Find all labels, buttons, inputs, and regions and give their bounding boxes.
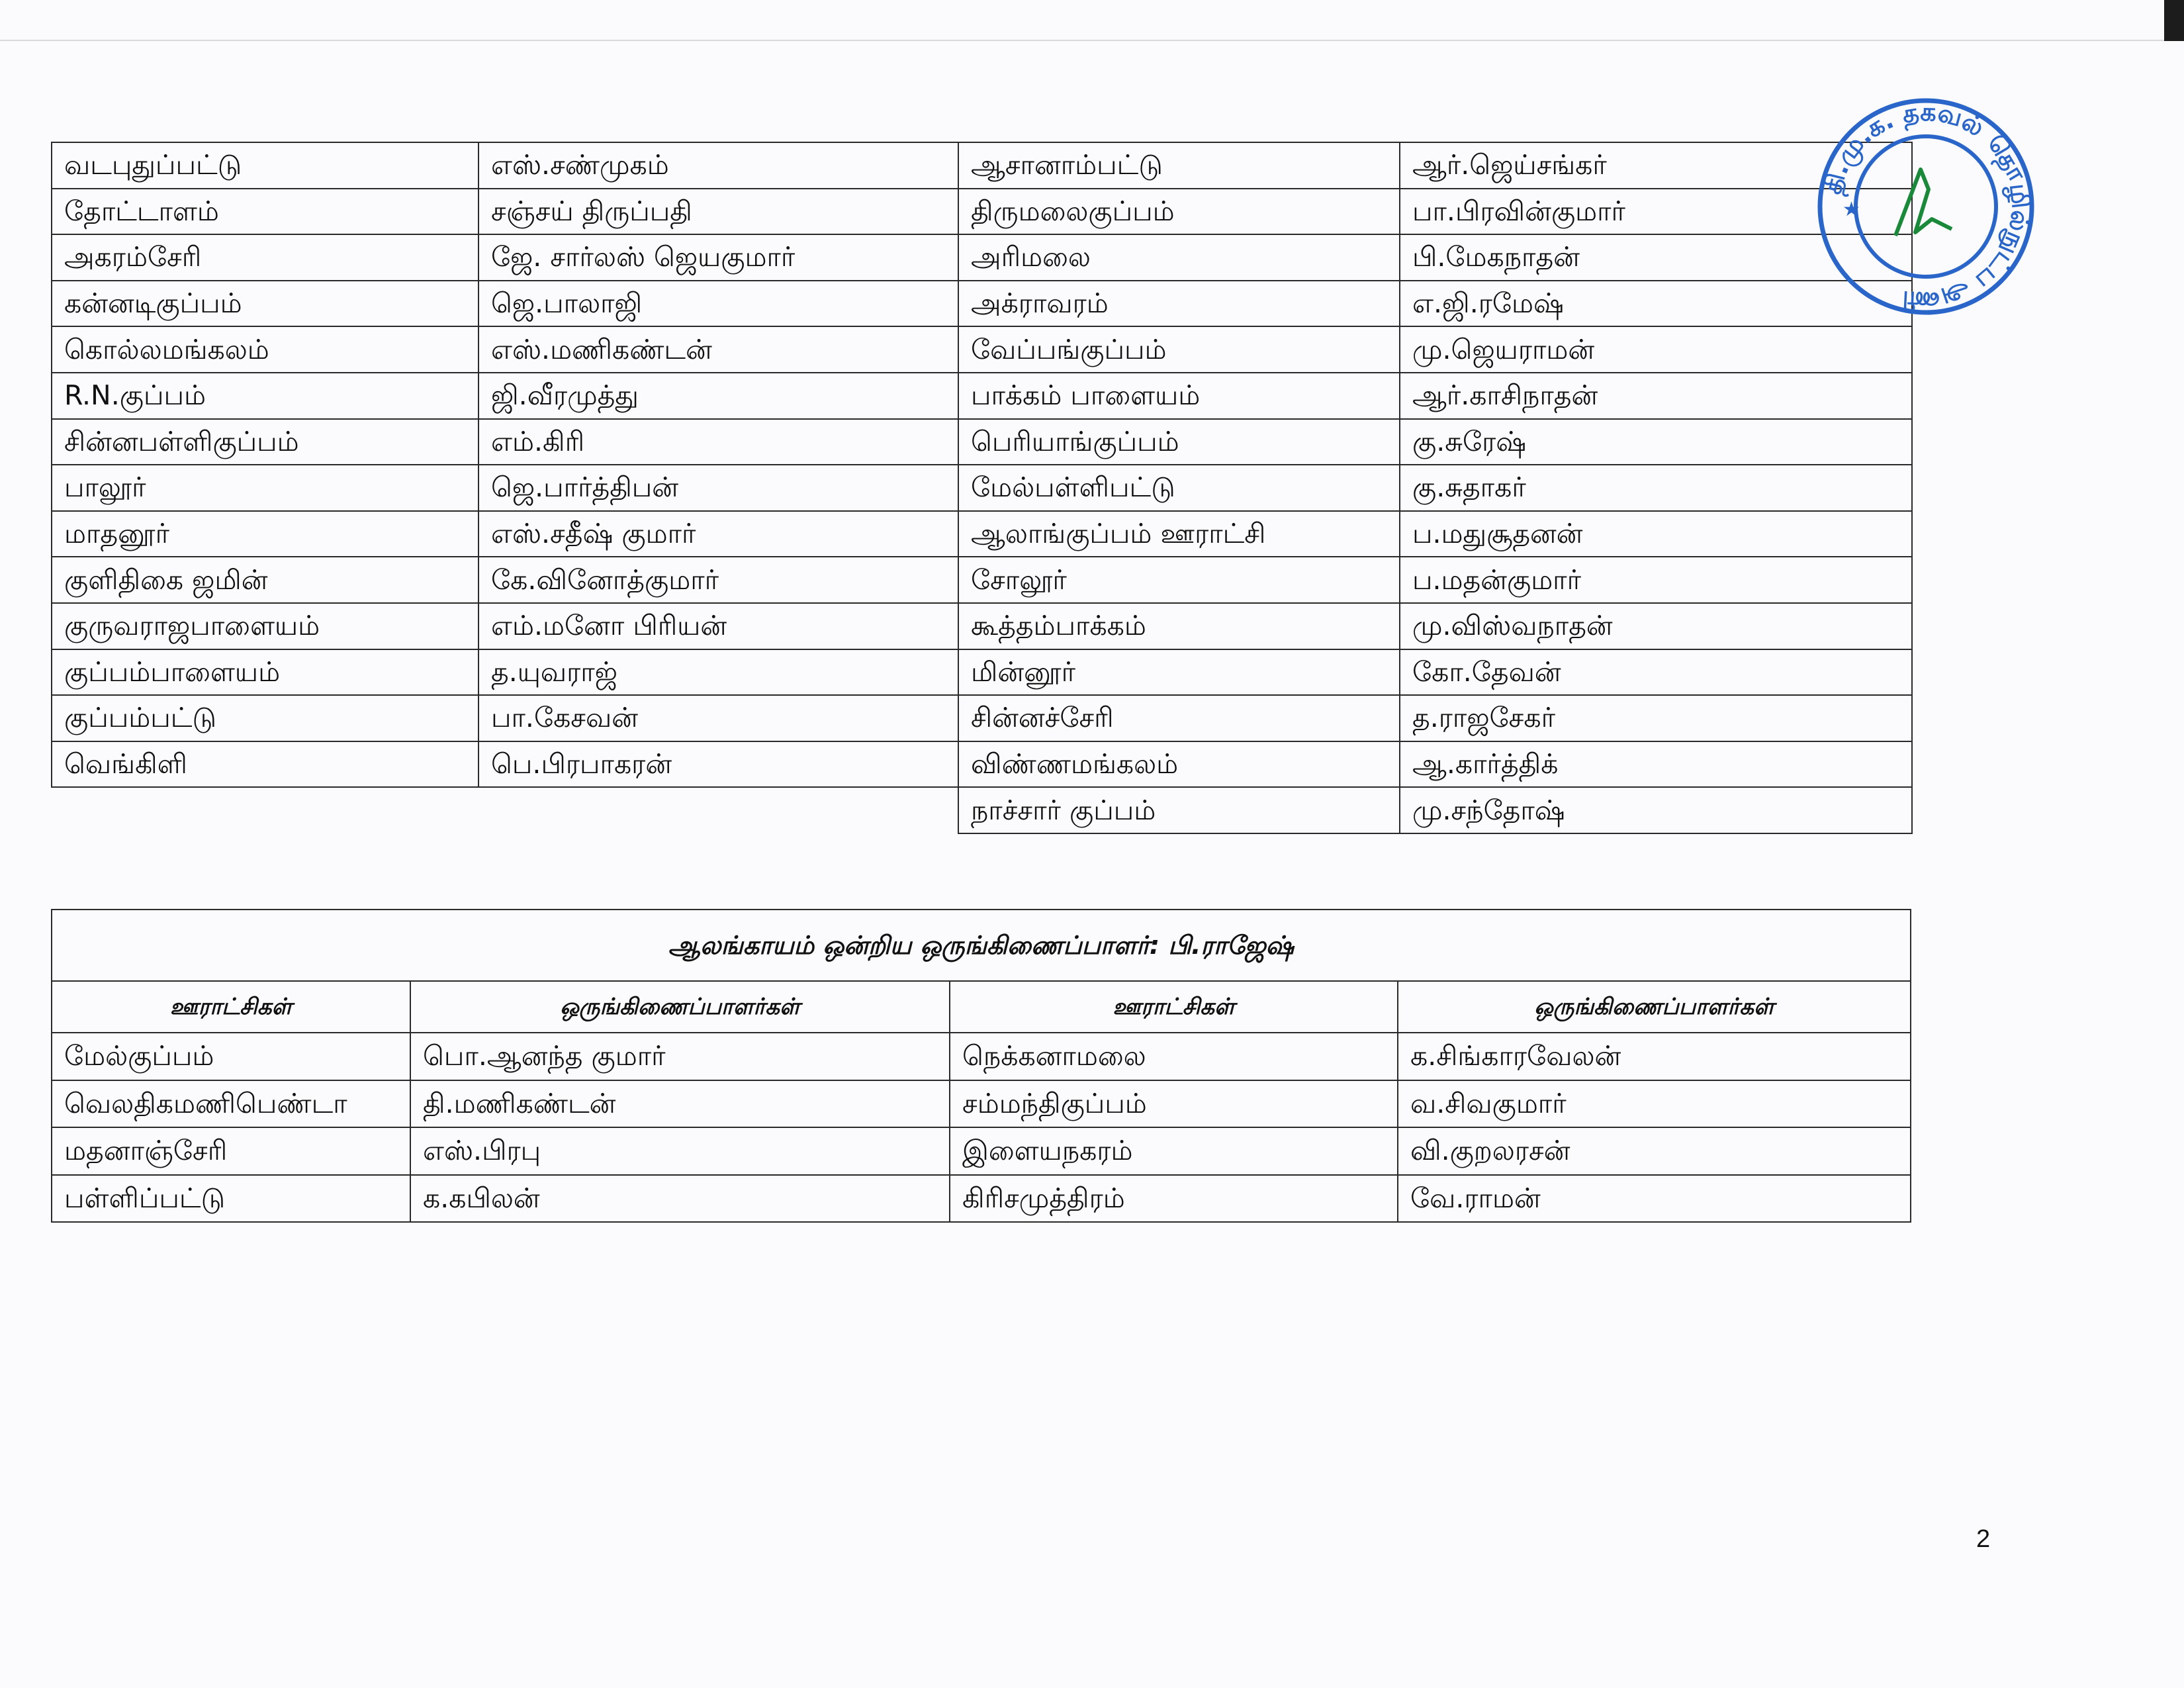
coordinator-cell: த.யுவராஜ் (478, 649, 958, 696)
coordinator-cell: ஆர்.காசிநாதன் (1400, 373, 1912, 419)
panchayat-cell: சம்மந்திகுப்பம் (950, 1080, 1398, 1128)
coordinator-cell: மு.ஜெயராமன் (1400, 326, 1912, 373)
table-row (52, 603, 1912, 649)
table-row (52, 234, 1912, 281)
header-coordinators: ஒருங்கிணைப்பாளர்கள் (1398, 981, 1911, 1033)
union-coordinator-title-text: ஆலங்காயம் ஒன்றிய ஒருங்கிணைப்பாளர்: பி.ராஜேஷ் (668, 931, 1295, 960)
coordinator-cell: ஜே. சார்லஸ் ஜெயகுமார் (478, 234, 958, 281)
scan-top-line (0, 40, 2164, 41)
table-row (52, 649, 1912, 696)
coordinator-cell: க.சிங்காரவேலன் (1398, 1033, 1911, 1080)
coordinator-cell: எஸ்.சண்முகம் (478, 142, 958, 189)
table-row (52, 1175, 1911, 1223)
seal-text: தி.மு.க. தகவல் தொழில்நுட்ப அணி (1817, 97, 2036, 316)
panchayat-cell: கிரிசமுத்திரம் (950, 1175, 1398, 1223)
panchayat-cell: சோலூர் (958, 557, 1400, 603)
seal-emblem-icon (1895, 169, 1952, 236)
panchayat-cell: சின்னபள்ளிகுப்பம் (52, 419, 478, 465)
panchayat-cell: பாலூர் (52, 465, 478, 511)
panchayat-cell: நாச்சார் குப்பம் (958, 787, 1400, 833)
panchayat-cell: அரிமலை (958, 234, 1400, 281)
dmk-it-wing-seal (1816, 97, 2036, 316)
panchayat-cell: சின்னச்சேரி (958, 695, 1400, 741)
table-title-row (52, 910, 1911, 981)
empty-cell (52, 787, 478, 833)
coordinator-cell: ஜெ.பாலாஜி (478, 281, 958, 327)
coordinator-cell: ஜி.வீரமுத்து (478, 373, 958, 419)
empty-cell (478, 787, 958, 833)
panchayat-cell: வெலதிகமணிபெண்டா (52, 1080, 410, 1128)
seal-star-icon: ★ (1843, 198, 1860, 221)
coordinator-cell: ஆ.கார்த்திக் (1400, 741, 1912, 788)
panchayat-cell: குப்பம்பாளையம் (52, 649, 478, 696)
coordinator-cell: மு.சந்தோஷ் (1400, 787, 1912, 833)
panchayat-cell: குளிதிகை ஜமின் (52, 557, 478, 603)
panchayat-cell: பெரியாங்குப்பம் (958, 419, 1400, 465)
table-row (52, 557, 1912, 603)
panchayat-cell: விண்ணமங்கலம் (958, 741, 1400, 788)
coordinator-cell: மு.விஸ்வநாதன் (1400, 603, 1912, 649)
union-coordinator-title (52, 910, 1911, 981)
panchayat-cell: கொல்லமங்கலம் (52, 326, 478, 373)
coordinator-cell: கு.சுரேஷ் (1400, 419, 1912, 465)
coordinator-cell: த.ராஜசேகர் (1400, 695, 1912, 741)
panchayat-cell: ஆலாங்குப்பம் ஊராட்சி (958, 511, 1400, 557)
scan-edge-bar (2164, 0, 2184, 41)
panchayat-cell: குப்பம்பட்டு (52, 695, 478, 741)
panchayat-cell: R.N.குப்பம் (52, 373, 478, 419)
coordinator-cell: எஸ்.பிரபு (410, 1127, 950, 1175)
panchayat-cell: வடபுதுப்பட்டு (52, 142, 478, 189)
panchayat-cell: மேல்பள்ளிபட்டு (958, 465, 1400, 511)
table-row (52, 1033, 1911, 1080)
coordinator-cell: எம்.கிரி (478, 419, 958, 465)
seal-inner-ring (1856, 136, 1996, 277)
coordinator-cell: எஸ்.சதீஷ் குமார் (478, 511, 958, 557)
coordinator-cell: எம்.மனோ பிரியன் (478, 603, 958, 649)
panchayat-cell: இளையநகரம் (950, 1127, 1398, 1175)
panchayat-cell: குருவராஜபாளையம் (52, 603, 478, 649)
table-row (52, 281, 1912, 327)
coordinator-cell: எஸ்.மணிகண்டன் (478, 326, 958, 373)
coordinator-cell: வ.சிவகுமார் (1398, 1080, 1911, 1128)
panchayat-cell: கன்னடிகுப்பம் (52, 281, 478, 327)
table-row (52, 465, 1912, 511)
coordinator-cell: எ.ஜி.ரமேஷ் (1400, 281, 1912, 327)
page-number: 2 (1976, 1525, 1991, 1553)
coordinators-table-1-body (52, 142, 1912, 833)
coordinator-cell: கு.சுதாகர் (1400, 465, 1912, 511)
panchayat-cell: வேப்பங்குப்பம் (958, 326, 1400, 373)
table-row (52, 326, 1912, 373)
table-row (52, 189, 1912, 235)
table-row (52, 142, 1912, 189)
header-coordinators: ஒருங்கிணைப்பாளர்கள் (410, 981, 950, 1033)
panchayat-cell: அகரம்சேரி (52, 234, 478, 281)
panchayat-cell: வெங்கிளி (52, 741, 478, 788)
table-row (52, 373, 1912, 419)
panchayat-cell: திருமலைகுப்பம் (958, 189, 1400, 235)
panchayat-cell: அக்ராவரம் (958, 281, 1400, 327)
panchayat-cell: மாதனூர் (52, 511, 478, 557)
coordinator-cell: சஞ்சய் திருப்பதி (478, 189, 958, 235)
panchayat-cell: தோட்டாளம் (52, 189, 478, 235)
coordinator-cell: ப.மதன்குமார் (1400, 557, 1912, 603)
table-row (52, 787, 1912, 833)
coordinator-cell: க.கபிலன் (410, 1175, 950, 1223)
coordinator-cell: பி.மேகநாதன் (1400, 234, 1912, 281)
coordinator-cell: கே.வினோத்குமார் (478, 557, 958, 603)
table-header-row (52, 981, 1911, 1033)
coordinator-cell: பெ.பிரபாகரன் (478, 741, 958, 788)
panchayat-cell: நெக்கனாமலை (950, 1033, 1398, 1080)
panchayat-cell: பள்ளிப்பட்டு (52, 1175, 410, 1223)
coordinator-cell: ஜெ.பார்த்திபன் (478, 465, 958, 511)
panchayat-cell: கூத்தம்பாக்கம் (958, 603, 1400, 649)
panchayat-cell: மின்னூர் (958, 649, 1400, 696)
alangayam-coordinators-table (51, 909, 1911, 1223)
panchayat-cell: மதனாஞ்சேரி (52, 1127, 410, 1175)
coordinator-cell: ஆர்.ஜெய்சங்கர் (1400, 142, 1912, 189)
table-row (52, 511, 1912, 557)
table-row (52, 695, 1912, 741)
panchayat-cell: மேல்குப்பம் (52, 1033, 410, 1080)
table-row (52, 1080, 1911, 1128)
table-row (52, 419, 1912, 465)
coordinator-cell: ப.மதுசூதனன் (1400, 511, 1912, 557)
coordinator-cell: பா.கேசவன் (478, 695, 958, 741)
table-row (52, 741, 1912, 788)
coordinator-cell: பொ.ஆனந்த குமார் (410, 1033, 950, 1080)
header-panchayats: ஊராட்சிகள் (950, 981, 1398, 1033)
header-panchayats: ஊராட்சிகள் (52, 981, 410, 1033)
coordinators-table-1 (51, 142, 1913, 834)
table-row (52, 1127, 1911, 1175)
coordinator-cell: தி.மணிகண்டன் (410, 1080, 950, 1128)
coordinator-cell: வே.ராமன் (1398, 1175, 1911, 1223)
alangayam-coordinators-table-body (52, 910, 1911, 1222)
panchayat-cell: பாக்கம் பாளையம் (958, 373, 1400, 419)
coordinator-cell: கோ.தேவன் (1400, 649, 1912, 696)
panchayat-cell: ஆசானாம்பட்டு (958, 142, 1400, 189)
coordinator-cell: பா.பிரவின்குமார் (1400, 189, 1912, 235)
coordinator-cell: வி.குறலரசன் (1398, 1127, 1911, 1175)
